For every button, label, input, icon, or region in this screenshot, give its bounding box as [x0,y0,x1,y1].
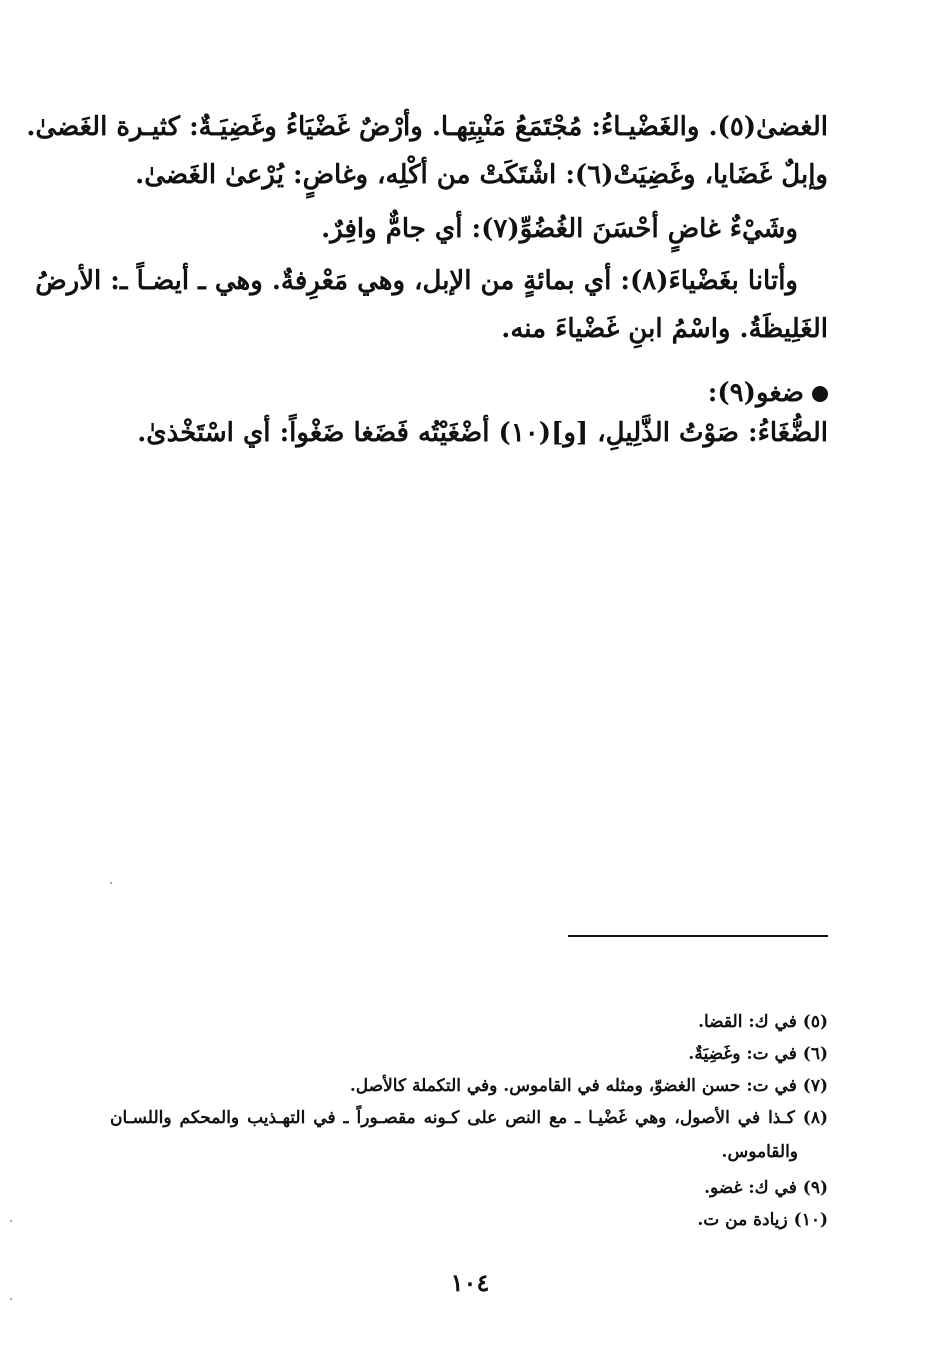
footnote-10: (١٠) زیادة من ت. [697,1210,828,1230]
scan-speck [110,882,112,884]
text-line-4: وأتانا بغَضْیاءَ(٨): أي بمائةٍ من الإبل، وهي مَعْرِفةٌ. وهي ـ أیضـاً ـ: الأرضُ [35,266,798,296]
entry-heading [708,378,828,408]
text-line-1: الغضیٰ(٥). والغَضْیـاءُ: مُجْتَمَعُ مَنْبِتِهـا. وأرْضٌ غَضْیَاءُ وغَضِیَـةٌ: كثیـرة الغَضیٰ. [26,112,828,142]
entry-heading-text: ضغو(٩): [707,378,804,408]
scan-speck [10,1298,12,1300]
scan-speck [10,1220,12,1222]
footnote-8-continued: والقاموس. [721,1142,798,1162]
footnote-separator [568,935,828,937]
text-line-3: وشَيْءٌ غاضٍ أحْسَنَ الغُضُوِّ(٧): أي جامٌّ وافِرٌ. [321,214,798,244]
footnote-5: (٥) في ك: القضا. [698,1012,828,1032]
text-line-2: وإبلٌ غَضَایا، وغَضِیَتْ(٦): اشْتَكَتْ من أكْلِه، وغاضٍ: یُرْعیٰ الغَضیٰ. [135,160,828,190]
footnote-8: (٨) كـذا في الأصول، وهي غَضْیـا ـ مع النص على كـونه مقصـوراً ـ في التهـذیب والمحكم واللسـان [110,1108,828,1128]
footnote-7: (٧) في ت: حسن الغضوّ، ومثله في القاموس. وفي التكملة كالأصل. [349,1076,828,1096]
text-line-5: الغَلِیظَةُ. واسْمُ ابنِ غَضْیاءَ منه. [501,314,828,344]
page-number: ١٠٤ [450,1268,490,1297]
text-line-6: الضُّغَاءُ: صَوْتُ الذَّلِیلِ، [و](١٠) أضْغَیْتُه فَضَغا ضَغْواً: أي اسْتَخْذیٰ. [137,418,828,448]
footnote-9: (٩) في ك: غضو. [704,1178,828,1198]
bullet-icon [812,386,828,402]
footnote-6: (٦) في ت: وغَضِیَةٌ. [688,1044,828,1064]
